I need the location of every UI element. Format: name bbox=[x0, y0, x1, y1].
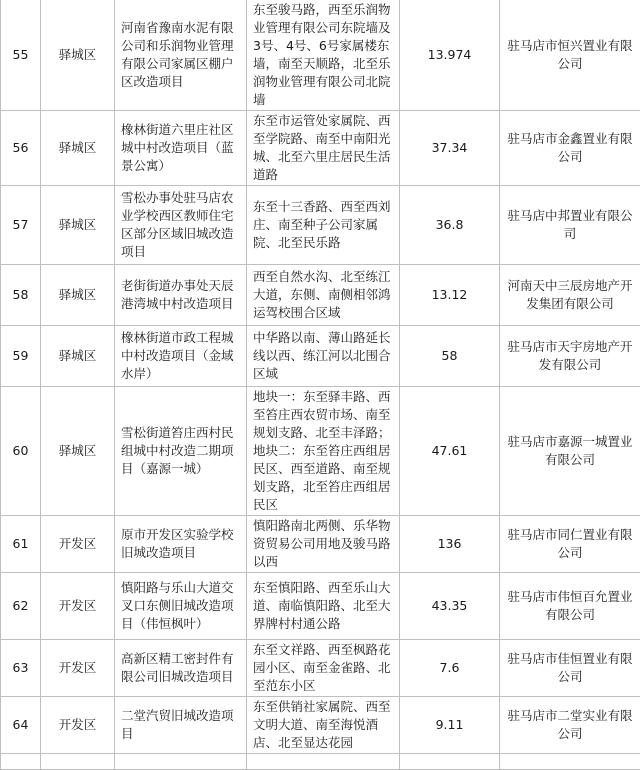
project-name-cell: 雪松办事处驻马店农业学校西区教师住宅区部分区域旧城改造项目 bbox=[115, 186, 247, 265]
area-cell: 37.34 bbox=[400, 111, 500, 186]
table-row bbox=[1, 387, 640, 516]
developer-cell: 河南天中三辰房地产开发集团有限公司 bbox=[500, 265, 640, 326]
district-cell: 驿城区 bbox=[41, 0, 115, 111]
developer-cell: 驻马店市金鑫置业有限公司 bbox=[500, 111, 640, 186]
row-number: 64 bbox=[1, 697, 41, 754]
row-number: 58 bbox=[1, 265, 41, 326]
row-number: 57 bbox=[1, 186, 41, 265]
area-cell: 36.8 bbox=[400, 186, 500, 265]
scope-cell: 中华路以南、薄山路延长线以西、练江河以北围合区域 bbox=[247, 326, 400, 387]
area-cell: 7.6 bbox=[400, 640, 500, 697]
table-row bbox=[1, 111, 640, 186]
table-row bbox=[1, 516, 640, 573]
developer-cell: 驻马店市二堂实业有限公司 bbox=[500, 697, 640, 754]
row-number: 59 bbox=[1, 326, 41, 387]
table-row bbox=[1, 640, 640, 697]
area-cell: 58 bbox=[400, 326, 500, 387]
district-cell: 驿城区 bbox=[41, 326, 115, 387]
developer-cell: 驻马店市同仁置业有限公司 bbox=[500, 516, 640, 573]
scope-cell: 西至自然水沟、北至练江大道，东侧、南侧相邻鸿运驾校围合区域 bbox=[247, 265, 400, 326]
row-number: 55 bbox=[1, 0, 41, 111]
project-name-cell: 橡林街道六里庄社区城中村改造项目（蓝景公寓） bbox=[115, 111, 247, 186]
table-row bbox=[1, 326, 640, 387]
project-name-cell: 慎阳路与乐山大道交叉口东侧旧城改造项目（伟恒枫叶） bbox=[115, 573, 247, 640]
district-cell: 驿城区 bbox=[41, 186, 115, 265]
area-cell: 43.35 bbox=[400, 573, 500, 640]
row-number: 60 bbox=[1, 387, 41, 516]
area-cell bbox=[400, 754, 500, 770]
project-name-cell: 橡林街道市政工程城中村改造项目（金域水岸） bbox=[115, 326, 247, 387]
row-number bbox=[1, 754, 41, 770]
project-name-cell: 雪松街道笞庄西村民组城中村改造二期项目（嘉源一城） bbox=[115, 387, 247, 516]
district-cell: 开发区 bbox=[41, 573, 115, 640]
district-cell: 开发区 bbox=[41, 640, 115, 697]
developer-cell: 驻马店市嘉源一城置业有限公司 bbox=[500, 387, 640, 516]
row-number: 62 bbox=[1, 573, 41, 640]
row-number: 56 bbox=[1, 111, 41, 186]
developer-cell: 驻马店市伟恒百允置业有限公司 bbox=[500, 573, 640, 640]
area-cell: 9.11 bbox=[400, 697, 500, 754]
table-row bbox=[1, 265, 640, 326]
project-name-cell: 高新区精工密封件有限公司旧城改造项目 bbox=[115, 640, 247, 697]
scope-cell: 东至骏马路，西至乐润物业管理有限公司东院墙及3号、4号、6号家属楼东墙，南至天顺路，北至乐润物业管理有限公司北院墙 bbox=[247, 0, 400, 111]
district-cell: 驿城区 bbox=[41, 111, 115, 186]
project-name-cell: 老街街道办事处天辰港湾城中村改造项目 bbox=[115, 265, 247, 326]
developer-cell bbox=[500, 754, 640, 770]
area-cell: 47.61 bbox=[400, 387, 500, 516]
row-number: 61 bbox=[1, 516, 41, 573]
scope-cell: 东至供销社家属院、西至文明大道、南至海悦酒店、北至显达花园 bbox=[247, 697, 400, 754]
row-number: 63 bbox=[1, 640, 41, 697]
scope-cell: 地块一：东至驿丰路、西至笞庄西农贸市场、南至规划支路、北至丰泽路；地块二：东至笞庄西组居民区、西至道路、南至规划支路，北至笞庄西组居民区 bbox=[247, 387, 400, 516]
scope-cell bbox=[247, 754, 400, 770]
area-cell: 136 bbox=[400, 516, 500, 573]
developer-cell: 驻马店市恒兴置业有限公司 bbox=[500, 0, 640, 111]
table-row bbox=[1, 697, 640, 754]
table-row bbox=[1, 186, 640, 265]
table-row bbox=[1, 754, 640, 770]
district-cell bbox=[41, 754, 115, 770]
district-cell: 开发区 bbox=[41, 697, 115, 754]
area-cell: 13.974 bbox=[400, 0, 500, 111]
scope-cell: 慎阳路南北两侧、乐华物资贸易公司用地及骏马路以西 bbox=[247, 516, 400, 573]
area-cell: 13.12 bbox=[400, 265, 500, 326]
scope-cell: 东至市运管处家属院、西至学院路、南至中南阳光城、北至六里庄居民生活道路 bbox=[247, 111, 400, 186]
developer-cell: 驻马店市佳恒置业有限公司 bbox=[500, 640, 640, 697]
district-cell: 开发区 bbox=[41, 516, 115, 573]
district-cell: 驿城区 bbox=[41, 387, 115, 516]
scope-cell: 东至十三香路、西至西刘庄、南至种子公司家属院、北至民乐路 bbox=[247, 186, 400, 265]
project-name-cell: 原市开发区实验学校旧城改造项目 bbox=[115, 516, 247, 573]
table-row bbox=[1, 0, 640, 111]
project-name-cell: 二堂汽贸旧城改造项目 bbox=[115, 697, 247, 754]
scope-cell: 东至文祥路、西至枫路花园小区、南至金雀路、北至范东小区 bbox=[247, 640, 400, 697]
table-row bbox=[1, 573, 640, 640]
project-name-cell bbox=[115, 754, 247, 770]
developer-cell: 驻马店中邦置业有限公司 bbox=[500, 186, 640, 265]
district-cell: 驿城区 bbox=[41, 265, 115, 326]
scope-cell: 东至慎阳路、西至乐山大道、南临慎阳路、北至大界牌村村通公路 bbox=[247, 573, 400, 640]
developer-cell: 驻马店市天宇房地产开发有限公司 bbox=[500, 326, 640, 387]
project-name-cell: 河南省豫南水泥有限公司和乐润物业管理有限公司家属区棚户区改造项目 bbox=[115, 0, 247, 111]
